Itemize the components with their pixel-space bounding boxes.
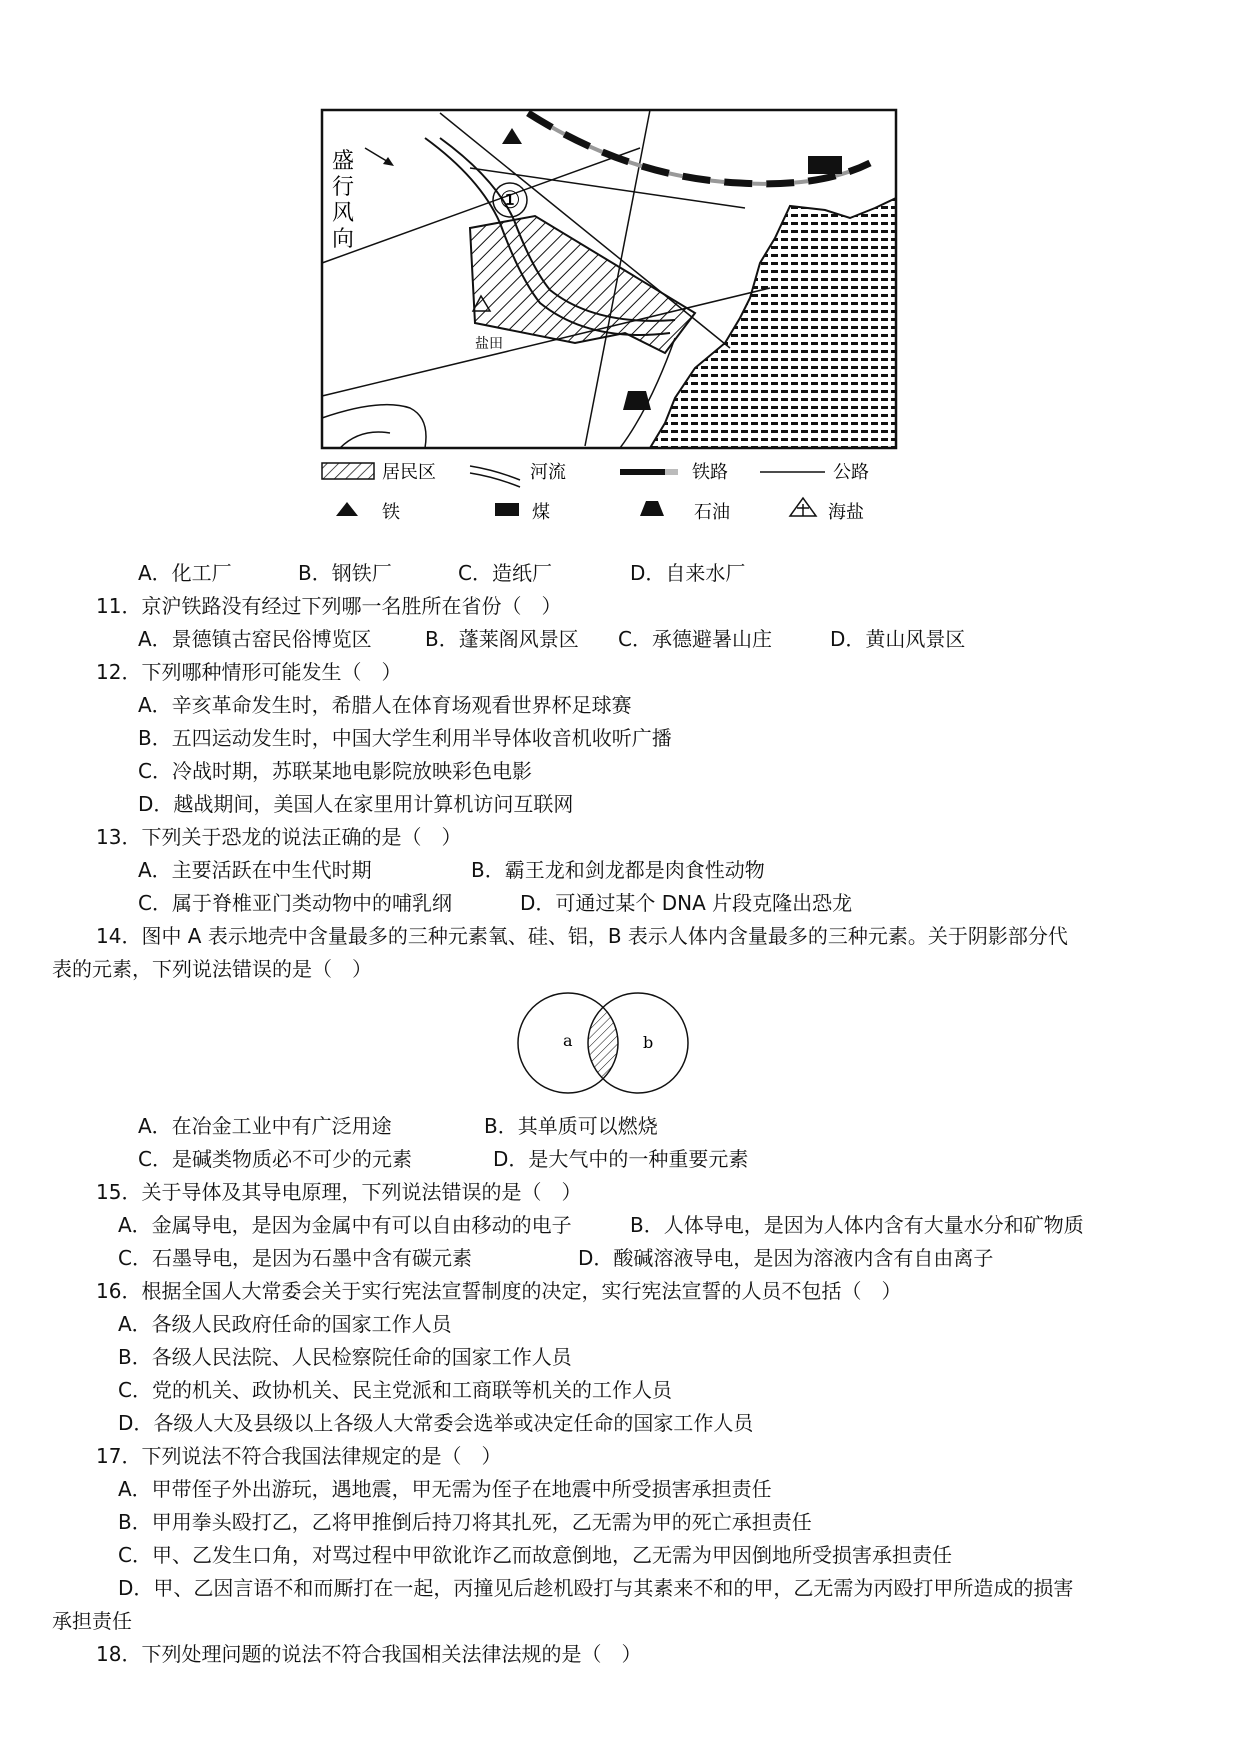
legend-residential: 居民区: [382, 462, 436, 483]
q14-option-c: C．是碱类物质必不可少的元素: [138, 1147, 412, 1171]
q13-option-a: A．主要活跃在中生代时期: [138, 858, 372, 882]
legend-road: 公路: [833, 462, 869, 483]
q16-option-b: B．各级人民法院、人民检察院任命的国家工作人员: [118, 1345, 572, 1369]
q13-option-c: C．属于脊椎亚门类动物中的哺乳纲: [138, 891, 452, 915]
q15-option-c: C．石墨导电，是因为石墨中含有碳元素: [118, 1246, 472, 1270]
q15-options-row2: [118, 1244, 993, 1272]
legend-oil-icon: [640, 501, 664, 516]
q10-option-c: C．造纸厂: [458, 561, 552, 585]
q11-option-c: C．承德避暑山庄: [618, 627, 772, 651]
q15-options-row1: [118, 1211, 1084, 1239]
q10-option-d: D．自来水厂: [630, 561, 746, 585]
venn-label-b: b: [643, 1033, 654, 1052]
legend-salt-icon: [790, 498, 816, 516]
legend-salt: 海盐: [828, 502, 864, 523]
q17-option-a: A．甲带侄子外出游玩，遇地震，甲无需为侄子在地震中所受损害承担责任: [118, 1477, 772, 1501]
q15-stem: 15．关于导体及其导电原理，下列说法错误的是（ ）: [96, 1180, 582, 1204]
venn-label-a: a: [563, 1031, 573, 1050]
q10-options: [138, 559, 745, 587]
q11-option-d: D．黄山风景区: [830, 627, 966, 651]
circle-label: ①: [499, 186, 521, 214]
q11-option-a: A．景德镇古窑民俗博览区: [138, 627, 372, 651]
wind-label-1: 盛: [332, 149, 355, 174]
legend-railway: 铁路: [692, 462, 728, 483]
q14-option-b: B．其单质可以燃烧: [484, 1114, 658, 1138]
q15-option-b: B．人体导电，是因为人体内含有大量水分和矿物质: [630, 1213, 1084, 1237]
legend-coal-icon: [495, 503, 519, 516]
q17-option-b: B．甲用拳头殴打乙，乙将甲推倒后持刀将其扎死，乙无需为甲的死亡承担责任: [118, 1510, 812, 1534]
wind-label-3: 风: [332, 201, 355, 226]
q16-option-a: A．各级人民政府任命的国家工作人员: [118, 1312, 452, 1336]
legend-oil: 石油: [694, 502, 730, 523]
q13-option-d: D．可通过某个 DNA 片段克隆出恐龙: [520, 891, 853, 915]
q14-options-row2: [138, 1145, 748, 1173]
q15-option-a: A．金属导电，是因为金属中有可以自由移动的电子: [118, 1213, 572, 1237]
legend-river: 河流: [530, 462, 566, 483]
legend-river-swatch: [470, 466, 520, 487]
q13-option-b: B．霸王龙和剑龙都是肉食性动物: [471, 858, 765, 882]
q14-options-row1: [138, 1112, 658, 1140]
q17-stem: 17．下列说法不符合我国法律规定的是（ ）: [96, 1444, 502, 1468]
coal-icon: [808, 156, 842, 174]
q12-option-a: A．辛亥革命发生时，希腊人在体育场观看世界杯足球赛: [138, 693, 632, 717]
map-figure: [320, 108, 920, 538]
q17-option-c: C．甲、乙发生口角，对骂过程中甲欲讹诈乙而故意倒地，乙无需为甲因倒地所受损害承担责任: [118, 1543, 952, 1567]
q10-option-b: B．钢铁厂: [298, 561, 392, 585]
q10-option-a: A．化工厂: [138, 561, 232, 585]
q16-option-d: D．各级人大及县级以上各级人大常委会选举或决定任命的国家工作人员: [118, 1411, 754, 1435]
q12-option-b: B．五四运动发生时，中国大学生利用半导体收音机收听广播: [138, 726, 672, 750]
q18-stem: 18．下列处理问题的说法不符合我国相关法律法规的是（ ）: [96, 1642, 642, 1666]
q17-option-d-continued: 承担责任: [52, 1609, 132, 1633]
venn-diagram: [510, 990, 710, 1100]
q11-option-b: B．蓬莱阁风景区: [425, 627, 579, 651]
q12-option-c: C．冷战时期，苏联某地电影院放映彩色电影: [138, 759, 532, 783]
wind-label-4: 向: [332, 227, 355, 252]
legend-iron: 铁: [382, 502, 400, 523]
q14-option-d: D．是大气中的一种重要元素: [493, 1147, 749, 1171]
q16-option-c: C．党的机关、政协机关、民主党派和工商联等机关的工作人员: [118, 1378, 672, 1402]
legend-residential-swatch: [322, 463, 374, 479]
q13-stem: 13．下列关于恐龙的说法正确的是（ ）: [96, 825, 462, 849]
q16-stem: 16．根据全国人大常委会关于实行宪法宣誓制度的决定，实行宪法宣誓的人员不包括（ ）: [96, 1279, 902, 1303]
q14-option-a: A．在冶金工业中有广泛用途: [138, 1114, 392, 1138]
q13-options-row1: [138, 856, 765, 884]
q14-stem-1: 14．图中 A 表示地壳中含量最多的三种元素氧、硅、铝，B 表示人体内含量最多的三种元素。关于阴影部分代: [96, 924, 1068, 948]
q11-stem: 11．京沪铁路没有经过下列哪一名胜所在省份（ ）: [96, 594, 562, 618]
legend-coal: 煤: [532, 502, 550, 523]
q17-option-d: D．甲、乙因言语不和而厮打在一起，丙撞见后趁机殴打与其素来不和的甲，乙无需为丙殴打甲所造成的损害: [118, 1576, 1074, 1600]
q14-stem-2: 表的元素，下列说法错误的是（ ）: [52, 957, 372, 981]
wind-label-2: 行: [332, 175, 355, 200]
q12-stem: 12．下列哪种情形可能发生（ ）: [96, 660, 402, 684]
q11-options: [138, 625, 965, 653]
legend-iron-icon: [336, 502, 358, 516]
q13-options-row2: [138, 889, 852, 917]
q12-option-d: D．越战期间，美国人在家里用计算机访问互联网: [138, 792, 574, 816]
q15-option-d: D．酸碱溶液导电，是因为溶液内含有自由离子: [578, 1246, 994, 1270]
svg-text:盐田: 盐田: [475, 336, 503, 352]
